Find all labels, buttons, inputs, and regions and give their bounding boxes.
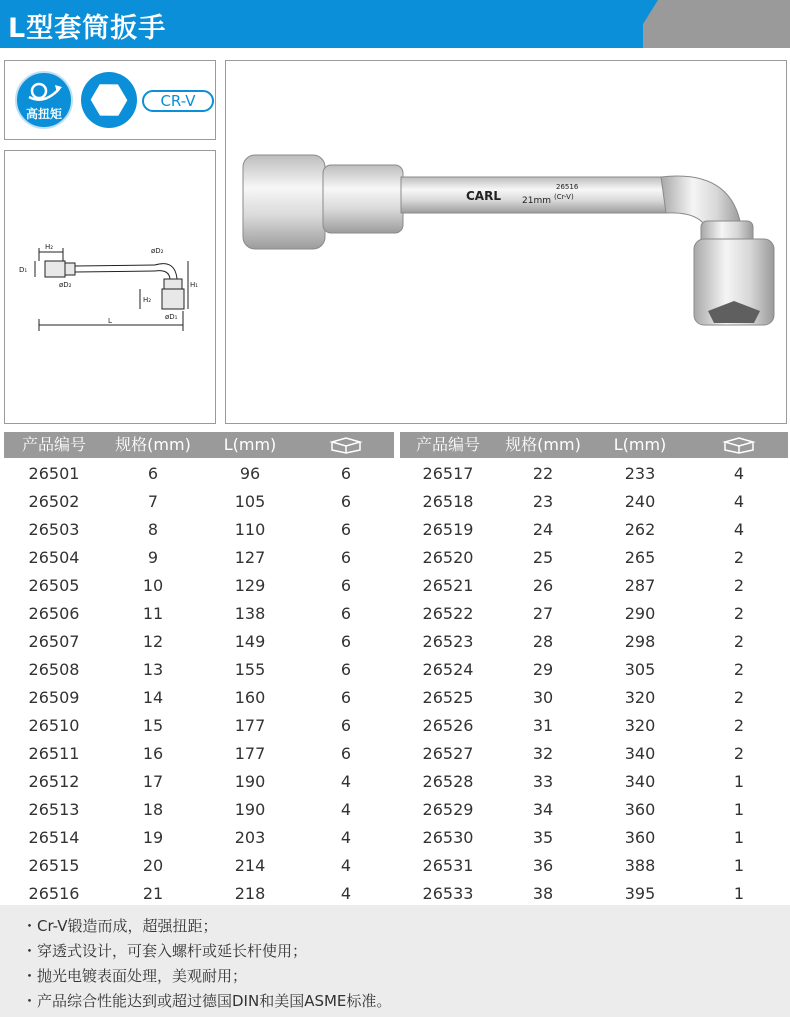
cell-length: 287 bbox=[624, 576, 656, 595]
l-socket-wrench-illustration bbox=[226, 61, 786, 423]
cell-pack: 2 bbox=[733, 576, 745, 595]
cell-length: 320 bbox=[624, 688, 656, 707]
cell-spec: 16 bbox=[142, 744, 164, 763]
cell-pack: 6 bbox=[340, 548, 352, 567]
hex-icon bbox=[79, 70, 139, 130]
cell-length: 110 bbox=[234, 520, 266, 539]
cell-length: 105 bbox=[234, 492, 266, 511]
cell-length: 138 bbox=[234, 604, 266, 623]
diagram-label-d1-right: øD₁ bbox=[165, 313, 178, 321]
cell-spec: 31 bbox=[532, 716, 554, 735]
note-item: ・抛光电镀表面处理，美观耐用； bbox=[22, 967, 248, 985]
cell-spec: 34 bbox=[532, 800, 554, 819]
feature-icons-panel bbox=[4, 60, 216, 140]
col-header-spec-right: 规格(mm) bbox=[505, 435, 581, 454]
cell-code: 26516 bbox=[28, 884, 80, 903]
cell-length: 129 bbox=[234, 576, 266, 595]
diagram-label-h2-right: H₂ bbox=[143, 296, 152, 304]
dimension-diagram-panel bbox=[4, 150, 216, 424]
cell-pack: 1 bbox=[733, 800, 745, 819]
cell-spec: 26 bbox=[532, 576, 554, 595]
cell-length: 340 bbox=[624, 744, 656, 763]
page-title: L型套筒扳手 bbox=[8, 13, 167, 44]
cell-code: 26527 bbox=[422, 744, 474, 763]
cell-code: 26531 bbox=[422, 856, 474, 875]
cell-length: 190 bbox=[234, 772, 266, 791]
table-header-right bbox=[400, 432, 788, 458]
cell-pack: 6 bbox=[340, 520, 352, 539]
cell-spec: 30 bbox=[532, 688, 554, 707]
cell-length: 290 bbox=[624, 604, 656, 623]
cell-spec: 23 bbox=[532, 492, 554, 511]
cell-pack: 4 bbox=[340, 828, 352, 847]
cell-code: 26505 bbox=[28, 576, 80, 595]
cell-length: 340 bbox=[624, 772, 656, 791]
torque-icon bbox=[17, 75, 71, 107]
cell-spec: 15 bbox=[142, 716, 164, 735]
cell-length: 203 bbox=[234, 828, 266, 847]
cell-spec: 21 bbox=[142, 884, 164, 903]
cell-pack: 1 bbox=[733, 772, 745, 791]
cell-pack: 4 bbox=[340, 772, 352, 791]
cell-spec: 25 bbox=[532, 548, 554, 567]
cell-spec: 32 bbox=[532, 744, 554, 763]
col-header-pack-right bbox=[690, 432, 788, 458]
col-header-pack bbox=[298, 432, 394, 458]
cell-spec: 38 bbox=[532, 884, 554, 903]
cell-pack: 1 bbox=[733, 856, 745, 875]
engraving-size: 21mm bbox=[522, 196, 551, 206]
cell-spec: 14 bbox=[142, 688, 164, 707]
diagram-label-d2-right: øD₂ bbox=[151, 247, 164, 255]
cell-code: 26523 bbox=[422, 632, 474, 651]
note-item: ・产品综合性能达到或超过德国DIN和美国ASME标准。 bbox=[22, 992, 392, 1010]
cell-spec: 29 bbox=[532, 660, 554, 679]
cell-pack: 6 bbox=[340, 660, 352, 679]
cell-spec: 11 bbox=[142, 604, 164, 623]
diagram-label-d2-left: øD₂ bbox=[59, 281, 72, 289]
header-slant bbox=[628, 0, 658, 48]
cell-spec: 27 bbox=[532, 604, 554, 623]
cell-code: 26530 bbox=[422, 828, 474, 847]
col-header-code: 产品编号 bbox=[21, 435, 86, 454]
cell-code: 26508 bbox=[28, 660, 80, 679]
cell-pack: 2 bbox=[733, 716, 745, 735]
cell-pack: 2 bbox=[733, 632, 745, 651]
engraving-model: 26516 bbox=[556, 183, 579, 191]
cell-length: 218 bbox=[234, 884, 266, 903]
box-icon bbox=[721, 436, 757, 454]
cell-code: 26501 bbox=[28, 464, 80, 483]
cell-spec: 24 bbox=[532, 520, 554, 539]
table-header-left bbox=[4, 432, 394, 458]
cell-pack: 2 bbox=[733, 604, 745, 623]
cell-length: 265 bbox=[624, 548, 656, 567]
cell-code: 26503 bbox=[28, 520, 80, 539]
cell-length: 149 bbox=[234, 632, 266, 651]
cell-pack: 1 bbox=[733, 884, 745, 903]
cell-spec: 22 bbox=[532, 464, 554, 483]
cell-code: 26521 bbox=[422, 576, 474, 595]
cell-spec: 35 bbox=[532, 828, 554, 847]
cell-length: 160 bbox=[234, 688, 266, 707]
col-header-length-right: L(mm) bbox=[613, 435, 667, 454]
cell-length: 298 bbox=[624, 632, 656, 651]
cell-pack: 6 bbox=[340, 716, 352, 735]
cell-pack: 6 bbox=[340, 604, 352, 623]
col-header-code-right: 产品编号 bbox=[415, 435, 480, 454]
header-bar bbox=[0, 0, 790, 48]
cell-code: 26522 bbox=[422, 604, 474, 623]
cell-length: 240 bbox=[624, 492, 656, 511]
cell-pack: 6 bbox=[340, 688, 352, 707]
cell-length: 96 bbox=[239, 464, 261, 483]
dimension-diagram bbox=[5, 151, 215, 423]
cell-pack: 6 bbox=[340, 744, 352, 763]
cell-length: 360 bbox=[624, 800, 656, 819]
cell-pack: 4 bbox=[340, 884, 352, 903]
cell-spec: 33 bbox=[532, 772, 554, 791]
cell-pack: 6 bbox=[340, 492, 352, 511]
cell-length: 190 bbox=[234, 800, 266, 819]
high-torque-badge bbox=[15, 71, 73, 129]
cell-pack: 4 bbox=[733, 520, 745, 539]
cell-pack: 4 bbox=[340, 856, 352, 875]
cell-code: 26526 bbox=[422, 716, 474, 735]
cell-length: 177 bbox=[234, 716, 266, 735]
cell-spec: 19 bbox=[142, 828, 164, 847]
cell-pack: 1 bbox=[733, 828, 745, 847]
cell-length: 360 bbox=[624, 828, 656, 847]
cell-code: 26525 bbox=[422, 688, 474, 707]
engraving-brand: CARL bbox=[466, 189, 501, 203]
cell-spec: 8 bbox=[147, 520, 159, 539]
cell-pack: 4 bbox=[340, 800, 352, 819]
diagram-label-d1-left: D₁ bbox=[19, 266, 28, 274]
high-torque-label: 高扭矩 bbox=[25, 107, 62, 121]
header-grey-band bbox=[643, 0, 790, 48]
note-item: ・穿透式设计，可套入螺杆或延长杆使用； bbox=[22, 942, 308, 960]
features-notes bbox=[0, 905, 790, 1017]
cell-pack: 2 bbox=[733, 744, 745, 763]
cell-pack: 6 bbox=[340, 576, 352, 595]
cell-spec: 13 bbox=[142, 660, 164, 679]
cell-length: 177 bbox=[234, 744, 266, 763]
crv-material-badge: CR-V bbox=[142, 90, 214, 112]
cell-length: 127 bbox=[234, 548, 266, 567]
cell-code: 26511 bbox=[28, 744, 80, 763]
cell-length: 233 bbox=[624, 464, 656, 483]
cell-spec: 9 bbox=[147, 548, 159, 567]
cell-length: 305 bbox=[624, 660, 656, 679]
cell-spec: 36 bbox=[532, 856, 554, 875]
cell-code: 26524 bbox=[422, 660, 474, 679]
engraving-material: (Cr-V) bbox=[554, 193, 574, 201]
cell-spec: 12 bbox=[142, 632, 164, 651]
cell-code: 26533 bbox=[422, 884, 474, 903]
cell-pack: 4 bbox=[733, 464, 745, 483]
cell-code: 26507 bbox=[28, 632, 80, 651]
cell-pack: 2 bbox=[733, 660, 745, 679]
cell-code: 26520 bbox=[422, 548, 474, 567]
cell-code: 26504 bbox=[28, 548, 80, 567]
cell-code: 26518 bbox=[422, 492, 474, 511]
cell-length: 214 bbox=[234, 856, 266, 875]
cell-spec: 18 bbox=[142, 800, 164, 819]
cell-code: 26506 bbox=[28, 604, 80, 623]
cell-code: 26502 bbox=[28, 492, 80, 511]
cell-length: 320 bbox=[624, 716, 656, 735]
cell-code: 26515 bbox=[28, 856, 80, 875]
cell-code: 26509 bbox=[28, 688, 80, 707]
cell-pack: 4 bbox=[733, 492, 745, 511]
cell-spec: 28 bbox=[532, 632, 554, 651]
diagram-label-h1: H₁ bbox=[190, 281, 199, 289]
cell-length: 395 bbox=[624, 884, 656, 903]
cell-code: 26517 bbox=[422, 464, 474, 483]
cell-pack: 2 bbox=[733, 548, 745, 567]
cell-code: 26519 bbox=[422, 520, 474, 539]
diagram-label-h2-top: H₂ bbox=[45, 243, 54, 251]
cell-code: 26528 bbox=[422, 772, 474, 791]
cell-code: 26529 bbox=[422, 800, 474, 819]
cell-spec: 6 bbox=[147, 464, 159, 483]
cell-code: 26513 bbox=[28, 800, 80, 819]
diagram-label-length: L bbox=[108, 317, 112, 325]
cell-code: 26514 bbox=[28, 828, 80, 847]
cell-spec: 10 bbox=[142, 576, 164, 595]
cell-code: 26512 bbox=[28, 772, 80, 791]
cell-spec: 20 bbox=[142, 856, 164, 875]
cell-length: 262 bbox=[624, 520, 656, 539]
col-header-spec: 规格(mm) bbox=[115, 435, 191, 454]
product-photo-panel bbox=[225, 60, 787, 424]
cell-spec: 7 bbox=[147, 492, 159, 511]
cell-length: 155 bbox=[234, 660, 266, 679]
cell-length: 388 bbox=[624, 856, 656, 875]
cell-spec: 17 bbox=[142, 772, 164, 791]
box-icon bbox=[328, 436, 364, 454]
cell-pack: 6 bbox=[340, 632, 352, 651]
cell-pack: 6 bbox=[340, 464, 352, 483]
note-item: ・Cr-V锻造而成，超强扭距； bbox=[22, 917, 218, 935]
cell-code: 26510 bbox=[28, 716, 80, 735]
cell-pack: 2 bbox=[733, 688, 745, 707]
col-header-length: L(mm) bbox=[223, 435, 277, 454]
